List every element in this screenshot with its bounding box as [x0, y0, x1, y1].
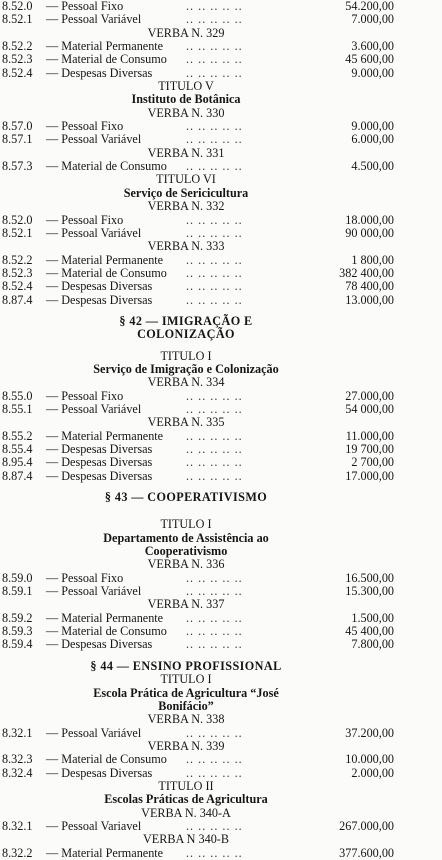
- budget-line: [0, 767, 442, 780]
- budget-line: [0, 638, 442, 651]
- department-heading: Escolas Práticas de Agricultura: [104, 792, 268, 807]
- line-amount: 54 000,00: [345, 401, 394, 416]
- heading-label: VERBA N. 338: [147, 712, 225, 727]
- line-description: — Pessoal Variável: [46, 12, 142, 27]
- heading-label: VERBA N. 340-A: [141, 805, 231, 820]
- line-description: — Despesas Diversas: [46, 279, 153, 294]
- heading-label: TITULO I: [160, 348, 212, 363]
- line-amount: 37.200,00: [345, 725, 394, 740]
- budget-line: [0, 214, 442, 227]
- budget-line: [0, 847, 442, 860]
- line-amount: 9.000,00: [351, 119, 394, 134]
- budget-line: [0, 267, 442, 280]
- line-description: — Material Permanente: [46, 845, 164, 860]
- heading-label: VERBA N. 339: [147, 738, 225, 753]
- budget-line: [0, 820, 442, 833]
- leader-dots: .. .. .. .. ..: [186, 0, 243, 13]
- leader-dots: .. .. .. .. ..: [186, 225, 243, 240]
- line-description: — Material Permanente: [46, 252, 164, 267]
- line-code: 8.59.3: [2, 624, 33, 639]
- line-amount: 90 000,00: [345, 225, 394, 240]
- line-description: — Pessoal Fixo: [46, 388, 124, 403]
- line-code: 8.55.1: [2, 401, 33, 416]
- leader-dots: .. .. .. .. ..: [186, 132, 243, 147]
- line-code: 8.52.0: [2, 212, 33, 227]
- heading-label: VERBA N. 336: [147, 557, 225, 572]
- heading-label: VERBA N. 335: [147, 415, 225, 430]
- line-description: — Pessoal Fixo: [46, 0, 124, 13]
- section-heading: § 44 — ENSINO PROFISSIONAL: [90, 658, 282, 673]
- heading-label: VERBA N. 337: [147, 597, 225, 612]
- line-code: 8.95.4: [2, 455, 33, 470]
- line-description: — Despesas Diversas: [46, 442, 153, 456]
- leader-dots: .. .. .. .. ..: [186, 212, 243, 227]
- line-code: 8.57.3: [2, 159, 33, 174]
- heading-label: VERBA N. 329: [147, 25, 225, 40]
- line-code: 8.52.2: [2, 39, 33, 54]
- heading-label: VERBA N. 332: [147, 199, 225, 214]
- heading-label: TITULO V: [158, 79, 214, 94]
- leader-dots: .. .. .. .. ..: [186, 584, 243, 599]
- budget-line: [0, 40, 442, 53]
- leader-dots: .. .. .. .. ..: [186, 752, 243, 767]
- heading-label: TITULO VI: [156, 172, 216, 187]
- budget-line: [0, 572, 442, 585]
- line-description: — Material Permanente: [46, 610, 164, 625]
- leader-dots: .. .. .. .. ..: [186, 39, 243, 54]
- leader-dots: .. .. .. .. ..: [186, 570, 243, 585]
- line-description: — Material de Consumo: [46, 624, 167, 639]
- line-description: — Pessoal Fixo: [46, 212, 124, 227]
- leader-dots: .. .. .. .. ..: [186, 818, 243, 833]
- leader-dots: .. .. .. .. ..: [186, 65, 243, 80]
- heading-label: TITULO I: [160, 517, 212, 532]
- line-code: 8.52.4: [2, 279, 33, 294]
- spacer: [0, 504, 442, 518]
- budget-line: [0, 254, 442, 267]
- line-code: 8.57.0: [2, 119, 33, 134]
- heading-label: VERBA N. 330: [147, 105, 225, 120]
- line-code: 8.57.1: [2, 132, 33, 147]
- leader-dots: .. .. .. .. ..: [186, 12, 243, 27]
- leader-dots: .. .. .. .. ..: [186, 765, 243, 780]
- line-description: — Pessoal Variável: [46, 132, 142, 147]
- line-code: 8.32.3: [2, 752, 33, 767]
- line-code: 8.52.3: [2, 265, 33, 280]
- line-amount: 7.000,00: [351, 12, 394, 27]
- line-code: 8.87.4: [2, 292, 33, 307]
- budget-line: [0, 456, 442, 469]
- budget-line: [0, 470, 442, 483]
- line-amount: 6.000,00: [351, 132, 394, 147]
- department-heading: Instituto de Botânica: [131, 92, 241, 107]
- line-description: — Material de Consumo: [46, 52, 167, 67]
- line-code: 8.32.2: [2, 845, 33, 860]
- department-heading: Serviço de Imigração e Colonização: [93, 361, 279, 376]
- line-amount: 16.500,00: [345, 570, 394, 585]
- budget-line: [0, 443, 442, 456]
- line-code: 8.59.4: [2, 637, 33, 652]
- line-code: 8.59.1: [2, 584, 33, 599]
- budget-line: [0, 280, 442, 293]
- line-description: — Pessoal Fixo: [46, 119, 124, 134]
- budget-line: [0, 753, 442, 766]
- leader-dots: .. .. .. .. ..: [186, 119, 243, 134]
- budget-line: [0, 67, 442, 80]
- department-heading: Cooperativismo: [144, 544, 228, 559]
- line-amount: 17.000,00: [345, 468, 394, 483]
- line-amount: 4.500,00: [351, 159, 394, 174]
- line-description: — Material Permanente: [46, 39, 164, 54]
- section-heading: § 42 — IMIGRAÇÃO E: [119, 313, 253, 328]
- leader-dots: .. .. .. .. ..: [186, 624, 243, 639]
- line-code: 8.32.1: [2, 725, 33, 740]
- line-amount: 10.000,00: [345, 752, 394, 767]
- budget-line: [0, 625, 442, 638]
- section-heading: COLONIZAÇÃO: [137, 327, 235, 342]
- leader-dots: .. .. .. .. ..: [186, 265, 243, 280]
- line-amount: 9.000,00: [351, 65, 394, 80]
- heading-label: VERBA N. 331: [147, 145, 225, 160]
- line-amount: 7.800,00: [351, 637, 394, 652]
- line-description: — Despesas Diversas: [46, 468, 153, 483]
- line-description: — Despesas Diversas: [46, 455, 153, 470]
- budget-line: [0, 13, 442, 26]
- line-amount: 18.000,00: [345, 212, 394, 227]
- budget-line: [0, 727, 442, 740]
- leader-dots: .. .. .. .. ..: [186, 845, 243, 860]
- budget-line: [0, 390, 442, 403]
- heading-label: VERBA N. 334: [147, 375, 225, 390]
- spacer: [0, 342, 442, 350]
- line-description: — Material de Consumo: [46, 159, 167, 174]
- line-amount: 2 700,00: [351, 455, 394, 470]
- line-description: — Despesas Diversas: [46, 765, 153, 780]
- leader-dots: .. .. .. .. ..: [186, 637, 243, 652]
- line-code: 8.52.2: [2, 252, 33, 267]
- department-heading: Serviço de Sericicultura: [123, 185, 249, 200]
- line-amount: 78 400,00: [345, 279, 394, 294]
- budget-line: [0, 430, 442, 443]
- line-code: 8.52.3: [2, 52, 33, 67]
- line-code: 8.55.0: [2, 388, 33, 403]
- budget-line: [0, 0, 442, 13]
- line-description: — Pessoal Variável: [46, 725, 142, 740]
- line-code: 8.59.0: [2, 570, 33, 585]
- line-code: 8.32.4: [2, 765, 33, 780]
- heading-label: VERBA N 340-B: [143, 832, 229, 847]
- heading-label: TITULO II: [158, 778, 214, 793]
- budget-line: [0, 160, 442, 173]
- line-description: — Despesas Diversas: [46, 65, 153, 80]
- leader-dots: .. .. .. .. ..: [186, 52, 243, 67]
- leader-dots: .. .. .. .. ..: [186, 292, 243, 307]
- line-amount: 1.500,00: [351, 610, 394, 625]
- section-heading: § 43 — COOPERATIVISMO: [104, 490, 268, 505]
- line-description: — Pessoal Variável: [46, 584, 142, 599]
- department-heading: Escola Prática de Agricultura “José: [93, 685, 279, 700]
- budget-line: [0, 612, 442, 625]
- line-amount: 267.000,00: [339, 818, 394, 833]
- budget-line: [0, 585, 442, 598]
- line-description: — Despesas Diversas: [46, 292, 153, 307]
- line-code: 8.87.4: [2, 468, 33, 483]
- line-description: — Material de Consumo: [46, 265, 167, 280]
- line-code: 8.59.2: [2, 610, 33, 625]
- heading-label: TITULO I: [160, 672, 212, 687]
- budget-line: [0, 133, 442, 146]
- line-description: — Material de Consumo: [46, 752, 167, 767]
- budget-line: [0, 403, 442, 416]
- line-code: 8.52.1: [2, 225, 33, 240]
- leader-dots: .. .. .. .. ..: [186, 442, 243, 456]
- leader-dots: .. .. .. .. ..: [186, 428, 243, 443]
- line-code: 8.52.0: [2, 0, 33, 13]
- leader-dots: .. .. .. .. ..: [186, 279, 243, 294]
- budget-line: [0, 120, 442, 133]
- line-amount: 45 400,00: [345, 624, 394, 639]
- line-code: 8.52.1: [2, 12, 33, 27]
- line-amount: 11.000,00: [345, 428, 394, 443]
- line-amount: 382 400,00: [339, 265, 394, 280]
- budget-line: [0, 227, 442, 240]
- line-amount: 1 800,00: [351, 252, 394, 267]
- line-amount: 2.000,00: [351, 765, 394, 780]
- leader-dots: .. .. .. .. ..: [186, 401, 243, 416]
- line-amount: 3.600,00: [351, 39, 394, 54]
- line-amount: 15.300,00: [345, 584, 394, 599]
- leader-dots: .. .. .. .. ..: [186, 252, 243, 267]
- department-heading: Bonifácio”: [158, 698, 214, 713]
- line-amount: 45 600,00: [345, 52, 394, 67]
- line-description: — Pessoal Fixo: [46, 570, 124, 585]
- budget-line: [0, 53, 442, 66]
- line-amount: 377.600,00: [339, 845, 394, 860]
- line-code: 8.52.4: [2, 65, 33, 80]
- line-code: 8.55.4: [2, 442, 33, 456]
- line-description: — Pessoal Variavel: [46, 818, 142, 833]
- leader-dots: .. .. .. .. ..: [186, 468, 243, 483]
- leader-dots: .. .. .. .. ..: [186, 159, 243, 174]
- line-amount: 54.200,00: [345, 0, 394, 13]
- line-amount: 27.000,00: [345, 388, 394, 403]
- leader-dots: .. .. .. .. ..: [186, 455, 243, 470]
- line-code: 8.55.2: [2, 428, 33, 443]
- line-description: — Pessoal Variável: [46, 401, 142, 416]
- line-description: — Despesas Diversas: [46, 637, 153, 652]
- budget-line: [0, 294, 442, 307]
- line-amount: 19 700,00: [345, 442, 394, 456]
- leader-dots: .. .. .. .. ..: [186, 610, 243, 625]
- department-heading: Departamento de Assistência ao: [103, 530, 269, 545]
- line-amount: 13.000,00: [345, 292, 394, 307]
- line-code: 8.32.1: [2, 818, 33, 833]
- line-description: — Pessoal Variável: [46, 225, 142, 240]
- leader-dots: .. .. .. .. ..: [186, 388, 243, 403]
- leader-dots: .. .. .. .. ..: [186, 725, 243, 740]
- line-description: — Material Permanente: [46, 428, 164, 443]
- heading-label: VERBA N. 333: [147, 239, 225, 254]
